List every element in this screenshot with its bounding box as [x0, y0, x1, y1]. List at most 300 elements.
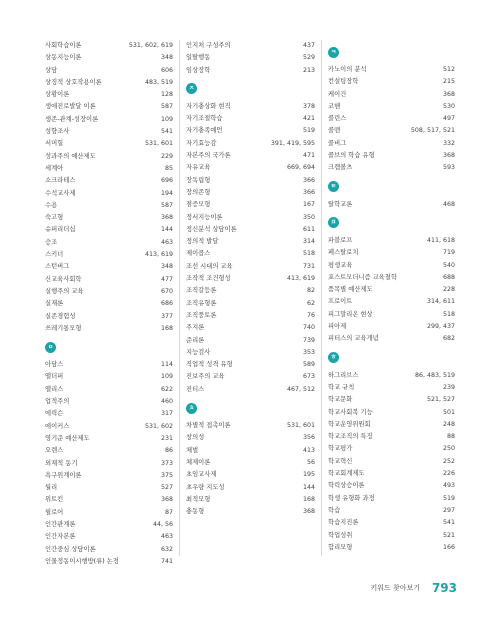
index-term: 신교육사회학: [45, 275, 82, 283]
index-term: 학력상승이론: [328, 482, 365, 490]
index-entry: [45, 396, 173, 408]
index-page-numbers: 144: [160, 226, 173, 234]
index-entry: [186, 125, 315, 137]
index-entry: [328, 431, 455, 443]
index-term: 수용: [45, 201, 58, 209]
index-page-numbers: 314, 611: [426, 298, 455, 306]
index-entry: [45, 507, 173, 519]
index-page-numbers: 731: [302, 262, 315, 270]
index-entry: [186, 506, 315, 518]
index-entry: [328, 309, 455, 321]
index-page-numbers: 86, 483, 519: [414, 371, 455, 379]
index-term: 앨더퍼: [45, 373, 64, 381]
index-page-numbers: 353: [302, 348, 315, 356]
index-entry: [45, 40, 173, 52]
index-entry: [186, 335, 315, 347]
index-entry: [328, 138, 455, 150]
index-page-numbers: 471: [302, 152, 315, 160]
index-term: 학교운영위원회: [328, 420, 371, 428]
index-page-numbers: 531, 602: [144, 422, 173, 430]
index-term: 슈퍼리더십: [45, 226, 76, 234]
index-page-numbers: 501: [442, 408, 455, 416]
index-term: 초임교사제: [186, 471, 217, 479]
index-entry: [328, 76, 455, 88]
index-entry: [45, 249, 173, 261]
section-letter-badge: ㅋ: [328, 47, 339, 58]
index-entry: [328, 162, 455, 174]
index-page-numbers: 673: [302, 373, 315, 381]
index-page-numbers: 213: [302, 66, 315, 74]
index-entry: [45, 65, 173, 77]
index-term: 피터스의 교육개념: [328, 335, 379, 343]
index-term: 조직갈등론: [186, 287, 217, 295]
index-entry: [328, 260, 455, 272]
index-page-numbers: 109: [160, 115, 173, 123]
section-header: [328, 40, 455, 64]
index-entry: [328, 370, 455, 382]
index-term: 상황이론: [45, 91, 70, 99]
index-term: 생존-관계-성장이론: [45, 115, 99, 123]
index-entry: [45, 52, 173, 64]
index-entry: [45, 101, 173, 113]
index-page-numbers: 411, 618: [426, 236, 455, 244]
index-entry: [45, 544, 173, 556]
index-term: 정서지능이론: [186, 213, 223, 221]
index-page-numbers: 348: [160, 54, 173, 62]
index-entry: [328, 296, 455, 308]
page-number: 793: [431, 581, 457, 595]
index-term: 포스트모더니즘 교육철학: [328, 273, 397, 281]
index-term: 콜버그: [328, 139, 347, 147]
index-term: 콜브의 학습 유형: [328, 152, 375, 160]
index-term: 서머힐: [45, 140, 64, 148]
index-entry: [186, 175, 315, 187]
index-entry: [328, 247, 455, 259]
index-page-numbers: 297: [442, 506, 455, 514]
index-entry: [45, 126, 173, 138]
section-header: [328, 211, 455, 235]
index-term: 초우량 지도성: [186, 483, 225, 491]
index-term: 스키너: [45, 251, 64, 259]
index-page-numbers: 252: [442, 457, 455, 465]
index-page-numbers: 519: [302, 127, 315, 135]
index-term: 조직유형론: [186, 299, 217, 307]
index-page-numbers: 250: [442, 445, 455, 453]
index-page-numbers: 228: [442, 286, 455, 294]
index-term: 제이콥스: [186, 250, 211, 258]
section-letter-badge: ㅊ: [186, 403, 197, 414]
index-entry: [186, 273, 315, 285]
index-term: 성과주의 예산제도: [45, 152, 96, 160]
index-term: 에이커스: [45, 422, 70, 430]
index-term: 숙고형: [45, 214, 64, 222]
index-page-numbers: 195: [302, 471, 315, 479]
index-entry: [45, 175, 173, 187]
index-entry: [186, 285, 315, 297]
index-entry: [45, 371, 173, 383]
index-entry: [45, 298, 173, 310]
index-term: 주지론: [186, 324, 205, 332]
index-term: 실재론: [45, 300, 64, 308]
index-term: 외재적 동기: [45, 459, 78, 467]
index-term: 크램볼츠: [328, 164, 353, 172]
index-term: 자기충족예언: [186, 127, 223, 135]
footer-section-title: 키워드 찾아보기: [370, 584, 420, 592]
index-term: 학업성취: [328, 531, 353, 539]
index-term: 사회학습이론: [45, 42, 82, 49]
index-term: 학교사회복 기능: [328, 408, 373, 416]
index-term: 평생교육: [328, 261, 353, 269]
index-term: 프로이트: [328, 298, 353, 306]
index-entry: [45, 274, 173, 286]
index-entry: [328, 382, 455, 394]
index-page-numbers: 611: [302, 225, 315, 233]
index-entry: [186, 236, 315, 248]
index-page-numbers: 373: [160, 459, 173, 467]
index-term: 윌로어: [45, 508, 64, 516]
index-term: 학교평가: [328, 445, 353, 453]
index-page-numbers: 62: [306, 299, 315, 307]
index-term: 조직풍토론: [186, 311, 217, 319]
index-entry: [328, 517, 455, 529]
index-page-numbers: 497: [442, 115, 455, 123]
index-page-numbers: 86: [164, 447, 173, 455]
index-page-numbers: 541: [442, 519, 455, 527]
index-page-numbers: 76: [306, 311, 315, 319]
index-page-numbers: 114: [160, 361, 173, 369]
index-page-numbers: 332: [442, 139, 455, 147]
index-term: 실행주의 교육: [45, 287, 84, 295]
index-page-numbers: 508, 517, 521: [410, 127, 455, 135]
index-entry: [45, 311, 173, 323]
index-term: 승조: [45, 238, 58, 246]
index-term: 체제이론: [186, 458, 211, 466]
index-entry: [45, 212, 173, 224]
index-term: 월리: [45, 484, 58, 492]
index-term: 위트킨: [45, 496, 64, 504]
index-entry: [45, 286, 173, 298]
index-term: 피그말리온 현상: [328, 310, 373, 318]
section-header: [328, 175, 455, 199]
index-entry: [328, 113, 455, 125]
index-page-numbers: 541: [160, 128, 173, 136]
index-entry: [186, 322, 315, 334]
section-header: [186, 396, 315, 420]
index-page-numbers: 348: [160, 263, 173, 271]
index-page-numbers: 518: [302, 250, 315, 258]
index-entry: [328, 89, 455, 101]
index-entry: [186, 457, 315, 469]
index-term: 오렌스: [45, 447, 64, 455]
index-term: 최적모형: [186, 495, 211, 503]
index-term: 케이건: [328, 90, 347, 98]
index-entry: [186, 298, 315, 310]
index-entry: [45, 458, 173, 470]
index-entry: [186, 445, 315, 457]
index-term: 성향조사: [45, 128, 70, 136]
index-term: 학교혁신: [328, 457, 353, 465]
index-term: 코헨: [328, 102, 341, 110]
index-term: 스턴버그: [45, 263, 70, 271]
index-term: 직업적 성격 유형: [186, 361, 233, 369]
index-term: 일탈행동: [186, 54, 211, 62]
index-page-numbers: 521: [442, 531, 455, 539]
index-entry: [186, 40, 315, 52]
index-entry: [186, 138, 315, 150]
index-term: 상동지능이론: [45, 54, 82, 62]
index-column-2: [186, 40, 315, 518]
index-entry: [186, 162, 315, 174]
index-entry: [45, 519, 173, 531]
index-entry: [328, 125, 455, 137]
index-term: 학생 유형화 과정: [328, 494, 375, 502]
index-entry: [45, 384, 173, 396]
index-entry: [328, 493, 455, 505]
index-term: 진보주의 교육: [186, 373, 225, 381]
index-term: 장의존형: [186, 188, 211, 196]
index-term: 욕구위계이론: [45, 471, 82, 479]
index-term: 점증모형: [186, 201, 211, 209]
index-page-numbers: 468: [442, 200, 455, 208]
index-page-numbers: 215: [442, 78, 455, 86]
index-page-numbers: 587: [160, 201, 173, 209]
index-page-numbers: 144: [302, 483, 315, 491]
index-page-numbers: 688: [442, 273, 455, 281]
index-page-numbers: 366: [302, 176, 315, 184]
index-term: 정의적 발달: [186, 238, 219, 246]
index-entry: [45, 138, 173, 150]
index-page-numbers: 519: [442, 494, 455, 502]
index-term: 조선 시대의 교육: [186, 262, 233, 270]
index-page-numbers: 88: [446, 433, 455, 441]
index-page-numbers: 670: [160, 287, 173, 295]
index-term: 자기조절학습: [186, 115, 223, 123]
index-page-numbers: 740: [302, 324, 315, 332]
index-page-numbers: 248: [442, 420, 455, 428]
index-entry: [328, 321, 455, 333]
index-entry: [328, 480, 455, 492]
index-entry: [186, 187, 315, 199]
index-page-numbers: 391, 419, 595: [270, 139, 315, 147]
index-page-numbers: 366: [302, 188, 315, 196]
index-page-numbers: 483, 519: [144, 78, 173, 86]
index-entry: [186, 150, 315, 162]
index-page-numbers: 421: [302, 115, 315, 123]
index-entry: [186, 482, 315, 494]
index-term: 합리모형: [328, 543, 353, 551]
index-page-numbers: 44, 56: [152, 520, 173, 528]
index-entry: [45, 188, 173, 200]
index-term: 진티스: [186, 385, 205, 393]
index-entry: [328, 101, 455, 113]
index-page-numbers: 168: [160, 324, 173, 332]
index-page-numbers: 530: [442, 102, 455, 110]
index-page-numbers: 531, 602, 619: [128, 42, 173, 49]
index-entry: [45, 556, 173, 568]
index-page-numbers: 587: [160, 103, 173, 111]
column-divider-1: [179, 40, 180, 556]
index-page-numbers: 463: [160, 533, 173, 541]
index-term: 학교회계제도: [328, 470, 365, 478]
index-entry: [45, 237, 173, 249]
index-page-numbers: 686: [160, 300, 173, 308]
index-page-numbers: 231: [160, 434, 173, 442]
index-entry: [328, 333, 455, 345]
index-column-1: [45, 40, 173, 568]
index-page-numbers: 463: [160, 238, 173, 246]
section-header: [328, 346, 455, 370]
index-page-numbers: 299, 437: [426, 323, 455, 331]
index-page-numbers: 368: [302, 508, 315, 516]
index-term: 실존경험성: [45, 312, 76, 320]
index-term: 자기효능감: [186, 139, 217, 147]
index-entry: [45, 151, 173, 163]
section-header: [186, 77, 315, 101]
section-letter-badge: ㅇ: [45, 342, 56, 353]
index-term: 카노이의 분석: [328, 66, 367, 73]
index-term: 영기준 예산제도: [45, 434, 90, 442]
index-entry: [45, 408, 173, 420]
index-entry: [186, 65, 315, 77]
index-page-numbers: 350: [302, 213, 315, 221]
index-entry: [186, 101, 315, 113]
index-entry: [328, 235, 455, 247]
index-term: 충동형: [186, 508, 205, 516]
index-entry: [45, 323, 173, 335]
index-entry: [186, 359, 315, 371]
index-term: 학교 규칙: [328, 383, 355, 391]
section-header: [45, 335, 173, 359]
index-page-numbers: 368: [160, 496, 173, 504]
index-page-numbers: 226: [442, 470, 455, 478]
index-term: 파블로프: [328, 236, 353, 244]
index-entry: [186, 199, 315, 211]
index-term: 정신분석 상담이론: [186, 225, 237, 233]
index-page-numbers: 229: [160, 152, 173, 160]
index-term: 조작적 조건형성: [186, 275, 231, 283]
index-page-numbers: 377: [160, 312, 173, 320]
index-entry: [45, 531, 173, 543]
index-term: 인간관계론: [45, 520, 76, 528]
index-term: 장독립형: [186, 176, 211, 184]
index-page-numbers: 460: [160, 398, 173, 406]
index-page-numbers: 589: [302, 361, 315, 369]
index-term: 자본주의 국가론: [186, 152, 231, 160]
index-page-numbers: 167: [302, 201, 315, 209]
index-term: 학교문화: [328, 396, 353, 404]
column-divider-2: [321, 40, 322, 556]
index-entry: [186, 212, 315, 224]
index-page-numbers: 168: [302, 495, 315, 503]
index-term: 지능검사: [186, 348, 211, 356]
index-page-numbers: 82: [306, 287, 315, 295]
index-page-numbers: 368: [442, 152, 455, 160]
index-page-numbers: 437: [302, 42, 315, 49]
index-term: 세계아: [45, 164, 64, 172]
index-term: 인지처 구성주의: [186, 42, 231, 49]
index-term: 학습지진론: [328, 519, 359, 527]
index-entry: [45, 359, 173, 371]
index-page-numbers: 531, 601: [144, 140, 173, 148]
index-term: 탈학교론: [328, 200, 353, 208]
index-term: 콜린스: [328, 115, 347, 123]
index-term: 인물정동이시행방(류) 논정: [45, 557, 119, 565]
index-page-numbers: 314: [302, 238, 315, 246]
index-entry: [186, 469, 315, 481]
index-term: 인간자본론: [45, 533, 76, 541]
index-page-numbers: 239: [442, 383, 455, 391]
index-entry: [328, 394, 455, 406]
index-term: 상징적 상호작용이론: [45, 78, 102, 86]
index-entry: [45, 445, 173, 457]
index-page-numbers: 109: [160, 373, 173, 381]
section-letter-badge: ㅌ: [328, 181, 339, 192]
index-term: 하그리브스: [328, 371, 359, 379]
index-page-numbers: 521, 527: [426, 396, 455, 404]
index-page-numbers: 669, 694: [286, 164, 315, 172]
index-term: 상담: [45, 66, 58, 74]
index-entry: [328, 284, 455, 296]
index-entry: [45, 224, 173, 236]
index-term: 자유교육: [186, 164, 211, 172]
index-page-numbers: 368: [160, 214, 173, 222]
index-page-numbers: 540: [442, 261, 455, 269]
index-page-numbers: 128: [160, 91, 173, 99]
index-page-numbers: 512: [442, 66, 455, 73]
index-page-numbers: 719: [442, 249, 455, 257]
index-entry: [328, 407, 455, 419]
index-page-numbers: 87: [164, 508, 173, 516]
index-term: 쓰레기통모형: [45, 324, 82, 332]
index-term: 페스탈로치: [328, 249, 359, 257]
index-entry: [45, 494, 173, 506]
index-term: 아담스: [45, 361, 64, 369]
index-entry: [186, 420, 315, 432]
index-term: 앨리스: [45, 385, 64, 393]
section-letter-badge: ㅈ: [186, 83, 197, 94]
index-term: 체벌: [186, 446, 199, 454]
index-term: 준리론: [186, 336, 205, 344]
index-page-numbers: 413, 619: [144, 251, 173, 259]
index-column-3: [328, 40, 455, 554]
index-entry: [328, 542, 455, 554]
index-entry: [328, 443, 455, 455]
index-term: 자기충상화 현직: [186, 102, 231, 110]
index-term: 수석교사제: [45, 189, 76, 197]
index-page-numbers: 529: [302, 54, 315, 62]
index-entry: [328, 530, 455, 542]
index-term: 소크라테스: [45, 177, 76, 185]
page-footer: [0, 581, 500, 597]
index-page-numbers: 378: [302, 102, 315, 110]
index-page-numbers: 739: [302, 336, 315, 344]
index-entry: [45, 200, 173, 212]
index-page-numbers: 368: [442, 90, 455, 98]
index-entry: [45, 114, 173, 126]
index-page-numbers: 85: [164, 164, 173, 172]
index-page-numbers: 413: [302, 446, 315, 454]
index-term: 창의성: [186, 434, 205, 442]
index-term: 업적주의: [45, 398, 70, 406]
index-entry: [45, 89, 173, 101]
index-term: 임상장학: [186, 66, 211, 74]
index-term: 학습: [328, 506, 341, 514]
index-term: 인간중심 상담이론: [45, 545, 96, 553]
index-page-numbers: 696: [160, 177, 173, 185]
index-entry: [186, 310, 315, 322]
index-entry: [328, 150, 455, 162]
index-page-numbers: 527: [160, 484, 173, 492]
